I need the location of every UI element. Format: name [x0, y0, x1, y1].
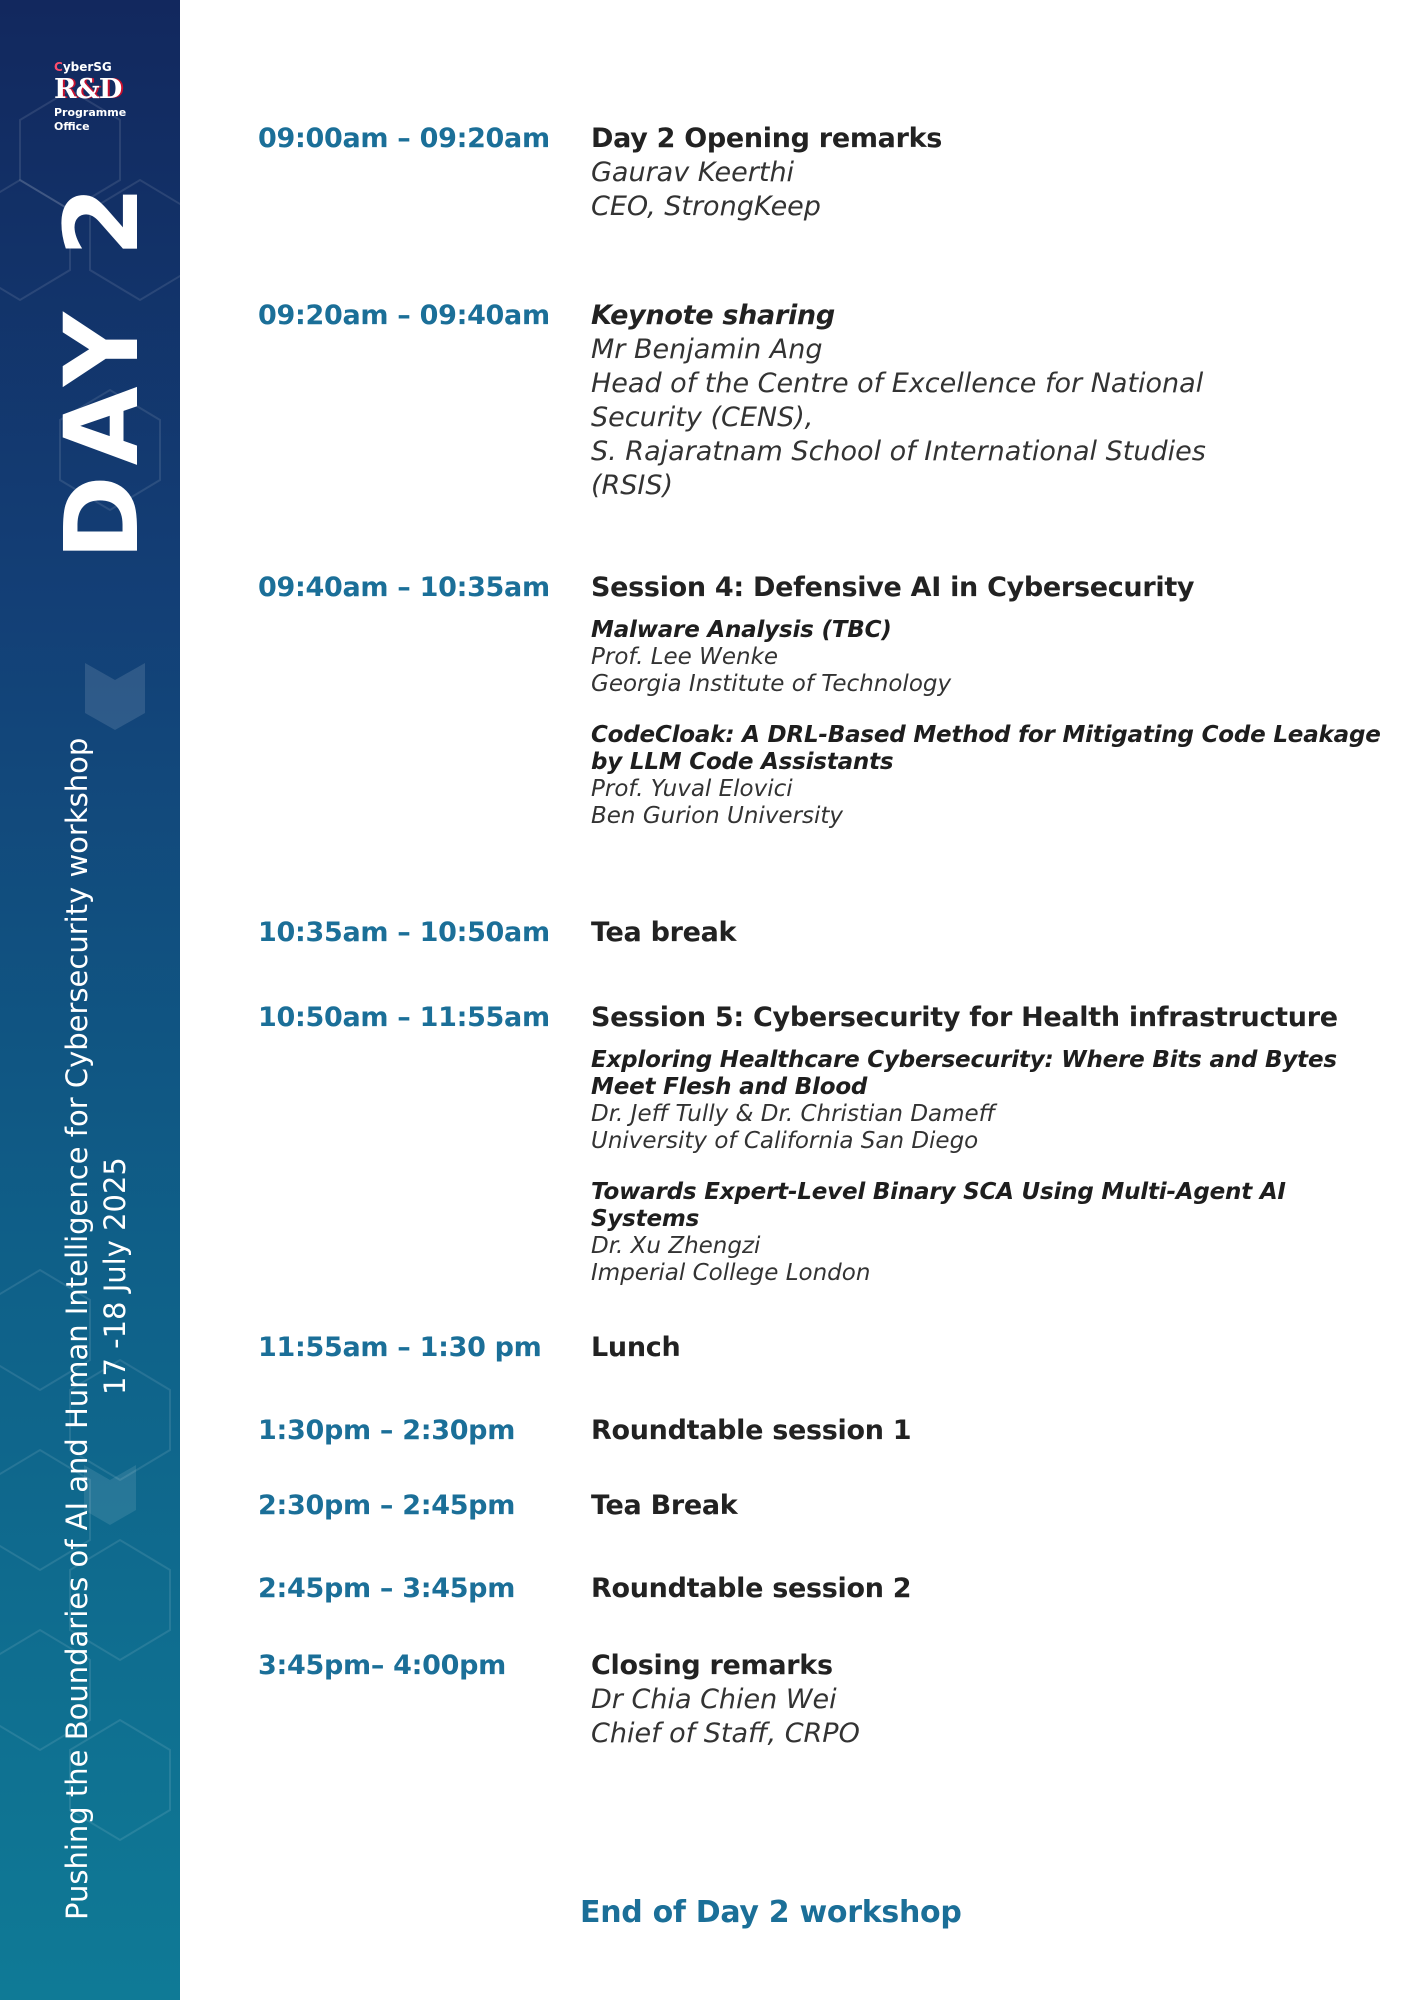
agenda-time: 1:30pm – 2:30pm	[258, 1415, 516, 1446]
speaker-role: Chief of Staff, CRPO	[591, 1718, 860, 1749]
agenda-time: 3:45pm– 4:00pm	[258, 1650, 506, 1681]
agenda-title: Keynote sharing	[591, 300, 835, 331]
speaker-role: CEO, StrongKeep	[591, 191, 821, 222]
agenda-content	[591, 1572, 1391, 1606]
agenda-content	[591, 299, 1391, 503]
talk-affiliation: Ben Gurion University	[591, 803, 844, 829]
agenda-content	[591, 916, 1391, 950]
logo-line2: Office	[54, 120, 90, 133]
agenda-content	[591, 1001, 1391, 1311]
agenda-time: 2:45pm – 3:45pm	[258, 1573, 516, 1604]
agenda-title: Roundtable session 1	[591, 1415, 912, 1446]
talk-title: Malware Analysis (TBC)	[591, 617, 892, 643]
agenda-title: Day 2 Opening remarks	[591, 123, 943, 154]
speaker-role: Head of the Centre of Excellence for National	[591, 368, 1204, 399]
agenda-time: 09:00am – 09:20am	[258, 123, 550, 154]
talk-affiliation: Imperial College London	[591, 1260, 871, 1286]
end-of-day-note: End of Day 2 workshop	[580, 1895, 962, 1930]
agenda-content	[591, 122, 1391, 224]
speaker-affiliation: S. Rajaratnam School of International Studies	[591, 436, 1206, 467]
speaker-name: Dr Chia Chien Wei	[591, 1684, 837, 1715]
workshop-dates: 17 -18 July 2025	[98, 1157, 132, 1395]
logo-name: R&D	[54, 74, 122, 105]
talk-title: Towards Expert-Level Binary SCA Using Multi-Agent AI Systems	[591, 1179, 1286, 1232]
agenda-time: 09:40am – 10:35am	[258, 572, 550, 603]
talk-affiliation: Georgia Institute of Technology	[591, 671, 952, 697]
agenda-content	[591, 571, 1391, 854]
day-label: DAY 2	[43, 175, 162, 560]
agenda-time: 09:20am – 09:40am	[258, 300, 550, 331]
agenda-title: Session 5: Cybersecurity for Health infrastructure	[591, 1002, 1338, 1033]
logo-line1: Programme	[54, 106, 127, 119]
talk-list	[591, 1047, 1391, 1287]
agenda-time: 11:55am – 1:30 pm	[258, 1332, 542, 1363]
talk-list	[591, 617, 1391, 830]
agenda-title: Lunch	[591, 1332, 681, 1363]
agenda-time: 2:30pm – 2:45pm	[258, 1490, 516, 1521]
speaker-role: Security (CENS),	[591, 402, 814, 433]
speaker-name: Gaurav Keerthi	[591, 157, 795, 188]
agenda-title: Roundtable session 2	[591, 1573, 912, 1604]
talk-title: CodeCloak: A DRL-Based Method for Mitigating Code Leakage by LLM Code Assistants	[591, 722, 1381, 775]
speaker-affiliation: (RSIS)	[591, 470, 674, 501]
agenda-content	[591, 1414, 1391, 1448]
talk	[591, 617, 1391, 698]
agenda-title: Tea break	[591, 917, 737, 948]
talk-speaker: Prof. Lee Wenke	[591, 644, 779, 670]
talk-speaker: Dr. Xu Zhengzi	[591, 1233, 761, 1259]
talk-title: Exploring Healthcare Cybersecurity: Where Bits and Bytes Meet Flesh and Blood	[591, 1047, 1337, 1100]
agenda-time: 10:50am – 11:55am	[258, 1002, 550, 1033]
agenda-title: Session 4: Defensive AI in Cybersecurity	[591, 572, 1195, 603]
agenda-title: Tea Break	[591, 1490, 738, 1521]
logo-brand-initial: C	[54, 60, 63, 74]
agenda-content	[591, 1489, 1391, 1523]
talk	[591, 1179, 1391, 1287]
speaker-name: Mr Benjamin Ang	[591, 334, 823, 365]
agenda-title: Closing remarks	[591, 1650, 833, 1681]
logo-brand-rest: yberSG	[62, 60, 112, 74]
talk-speaker: Dr. Jeff Tully & Dr. Christian Dameff	[591, 1101, 996, 1127]
agenda-content	[591, 1649, 1391, 1751]
agenda-time: 10:35am – 10:50am	[258, 917, 550, 948]
talk-speaker: Prof. Yuval Elovici	[591, 776, 793, 802]
workshop-title: Pushing the Boundaries of AI and Human Intelligence for Cybersecurity workshop	[60, 737, 94, 1920]
talk-affiliation: University of California San Diego	[591, 1128, 979, 1154]
talk	[591, 722, 1391, 830]
talk	[591, 1047, 1391, 1155]
agenda-content	[591, 1331, 1391, 1365]
